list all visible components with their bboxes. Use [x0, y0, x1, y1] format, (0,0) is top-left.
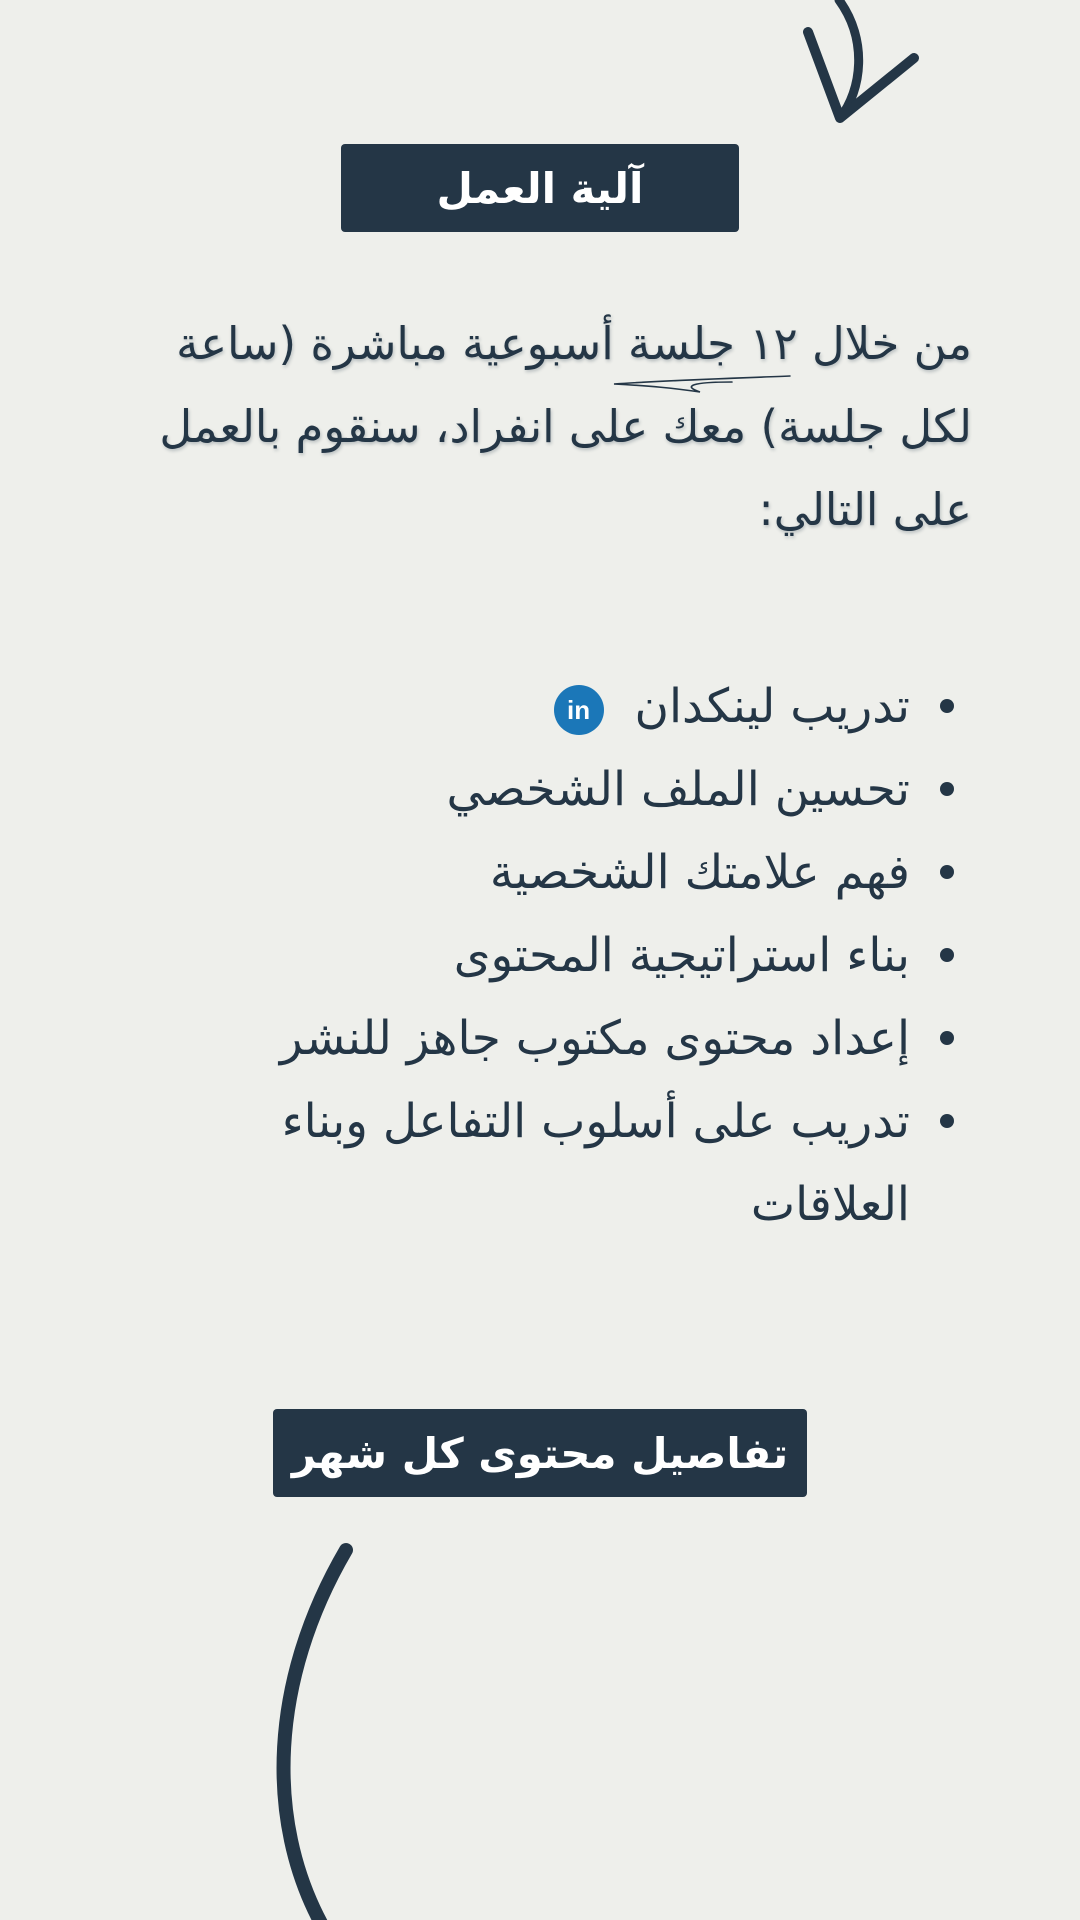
- bullet-dot-icon: [940, 948, 954, 962]
- list-item-label: فهم علامتك الشخصية: [489, 845, 910, 900]
- underline-scribble-icon: [612, 372, 792, 396]
- list-item-label: تدريب لينكدان: [634, 679, 910, 734]
- list-item-label: بناء استراتيجية المحتوى: [453, 928, 910, 983]
- list-item-label: تحسين الملف الشخصي: [446, 762, 910, 817]
- list-item: [190, 914, 910, 997]
- bullet-dot-icon: [940, 1031, 954, 1045]
- list-item: [190, 831, 910, 914]
- monthly-content-details-button[interactable]: [273, 1409, 807, 1497]
- bullet-dot-icon: [940, 865, 954, 879]
- list-item: [190, 997, 910, 1080]
- list-item: [190, 665, 910, 748]
- intro-paragraph: من خلال ١٢ جلسة أسبوعية مباشرة (ساعة لكل جلسة) معك على انفراد، سنقوم بالعمل على التالي:: [159, 317, 972, 536]
- features-list: [190, 665, 910, 1246]
- bullet-dot-icon: [940, 782, 954, 796]
- list-item: [190, 748, 910, 831]
- list-item: [190, 1080, 910, 1246]
- bullet-dot-icon: [940, 1114, 954, 1128]
- section-title-text: آلية العمل: [436, 163, 644, 213]
- bullet-dot-icon: [940, 699, 954, 713]
- linkedin-icon: in: [554, 685, 604, 735]
- list-item-label: إعداد محتوى مكتوب جاهز للنشر: [279, 1011, 910, 1066]
- list-item-label: تدريب على أسلوب التفاعل وبناء العلاقات: [281, 1094, 910, 1232]
- monthly-content-details-label: تفاصيل محتوى كل شهر: [291, 1428, 789, 1478]
- section-title: [341, 144, 739, 232]
